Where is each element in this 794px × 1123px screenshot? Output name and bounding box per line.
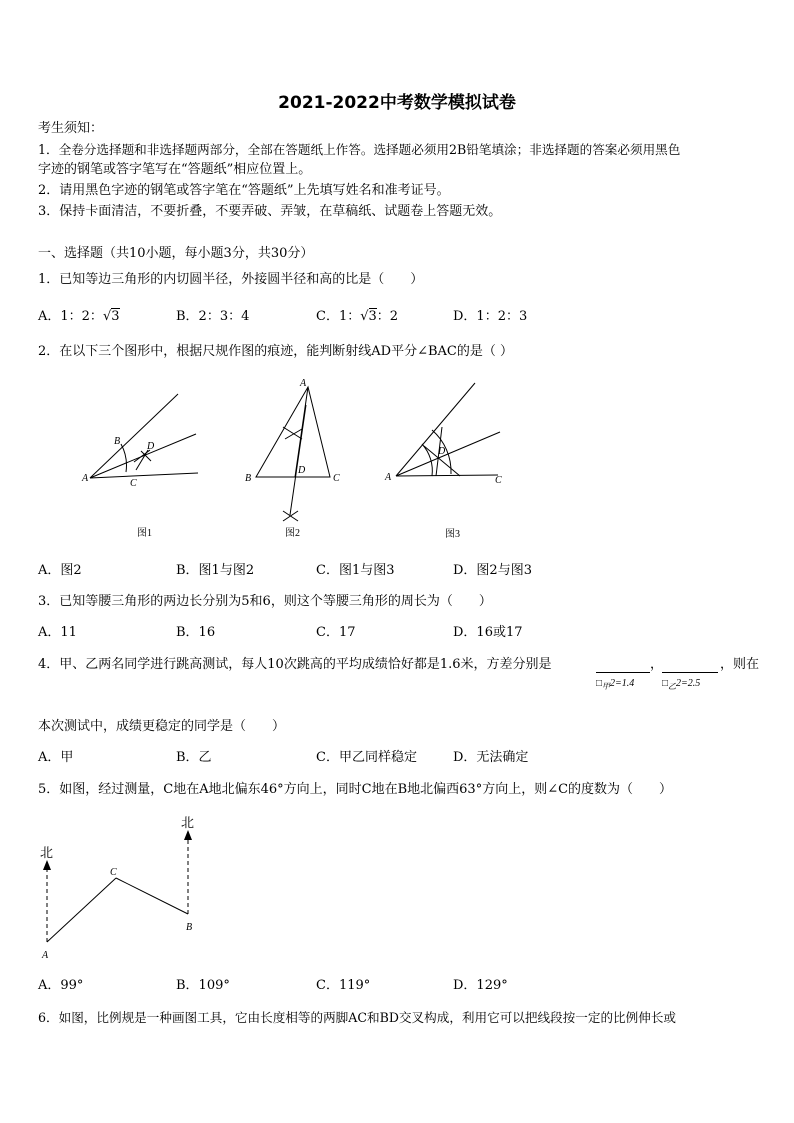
q1-option-c-label: C．1： [316, 309, 361, 324]
fig1-ray-ad [90, 434, 196, 478]
notice-line-3: 3．保持卡面清洁，不要折叠，不要弄破、弄皱，在草稿纸、试题卷上答题无效。 [38, 204, 502, 219]
fig1-ray-ab [90, 394, 178, 478]
section-heading: 一、选择题（共10小题，每小题3分，共30分） [38, 246, 314, 261]
sqrt-icon: √ [102, 309, 112, 324]
north-label-a: 北 [40, 846, 54, 861]
fig2-triangle [256, 387, 330, 477]
q1-option-a-label: A．1：2： [38, 309, 103, 324]
question-5-stem: 5．如图，经过测量，C地在A地北偏东46°方向上，同时C地在B地北偏西63°方向上，则∠C的度数为（ ） [38, 782, 673, 797]
fig2-label-a: A [300, 378, 307, 389]
q3-option-d[interactable]: D．16或17 [453, 625, 523, 640]
variance-yi-subscript: 乙 [668, 682, 677, 691]
q5-option-b[interactable]: B．109° [176, 978, 230, 993]
variance-yi: $□_乙2=2.5$ [662, 678, 701, 691]
q4-option-a[interactable]: A．甲 [38, 750, 74, 765]
fig1-label-a: A [82, 473, 89, 484]
q4-option-b[interactable]: B．乙 [176, 750, 212, 765]
q3-option-b[interactable]: B．16 [176, 625, 216, 640]
fig3-ray-ab [396, 383, 475, 476]
fig2-label-b: B [245, 473, 252, 484]
north-arrow-a-icon [43, 860, 51, 870]
variance-yi-value: 2=2.5 [676, 678, 701, 689]
q1-option-b[interactable]: B．2：3：4 [176, 309, 250, 324]
notice-line-1: 1．全卷分选择题和非选择题两部分，全部在答题纸上作答。选择题必须用2B铅笔填涂；非选择题的答案必须用黑色 [38, 142, 681, 157]
q4-option-c[interactable]: C．甲乙同样稳定 [316, 750, 417, 765]
question-3-stem: 3．已知等腰三角形的两边长分别为5和6，则这个等腰三角形的周长为（ ） [38, 594, 492, 609]
q2-option-b[interactable]: B．图1与图2 [176, 563, 255, 578]
variance-jia-subscript: 甲 [602, 682, 611, 691]
q1-option-c-radicand: 3 [368, 309, 377, 324]
question-4-stem: 4．甲、乙两名同学进行跳高测试，每人10次跳高的平均成绩恰好都是1.6米，方差分别是 [38, 657, 552, 672]
figure-direction [36, 808, 206, 968]
variance-jia: $□_甲2=1.4$ [596, 678, 635, 691]
fig2-label-d: D [298, 465, 306, 476]
fig1-label-d: D [147, 441, 155, 452]
fig2-perpendicular-bisector [290, 405, 306, 515]
question-2-stem: 2．在以下三个图形中，根据尺规作图的痕迹，能判断射线AD平分∠BAC的是（ ） [38, 344, 513, 359]
point-label-b: B [186, 922, 193, 933]
fig3-label-d: D [438, 446, 446, 457]
fig2-mark-top-1 [283, 427, 302, 439]
q1-option-d[interactable]: D．1：2：3 [453, 309, 528, 324]
question-1-stem: 1．已知等边三角形的内切圆半径，外接圆半径和高的比是（ ） [38, 272, 424, 287]
q1-option-c[interactable] [316, 309, 398, 325]
fig1-caption: 图1 [137, 528, 152, 539]
segment-cb [116, 878, 188, 914]
fig1-label-b: B [114, 436, 121, 447]
variance-blank-1 [596, 672, 650, 673]
fig2-label-c: C [333, 473, 340, 484]
q3-option-a[interactable]: A．11 [38, 625, 77, 640]
figure-2 [240, 375, 350, 545]
question-4-stem-2: 本次测试中，成绩更稳定的同学是（ ） [38, 719, 286, 734]
fig1-ray-ac [90, 473, 198, 478]
q1-option-a[interactable] [38, 309, 120, 325]
variance-jia-value: 2=1.4 [610, 678, 635, 689]
fig3-label-a: A [385, 472, 392, 483]
north-label-b: 北 [181, 816, 195, 831]
north-arrow-b-icon [184, 830, 192, 840]
q5-option-a[interactable]: A．99° [38, 978, 84, 993]
q4-comma: ， [650, 657, 664, 672]
notice-line-2: 2．请用黑色字迹的钢笔或答字笔在“答题纸”上先填写姓名和准考证号。 [38, 183, 450, 198]
q2-option-d[interactable]: D．图2与图3 [453, 563, 532, 578]
q4-tail: ，则在 [720, 657, 760, 672]
notice-line-1b: 字迹的钢笔或答字笔写在“答题纸”相应位置上。 [38, 162, 312, 177]
q5-option-c[interactable]: C．119° [316, 978, 371, 993]
q5-option-d[interactable]: D．129° [453, 978, 508, 993]
figure-1 [80, 390, 210, 550]
page-title: 2021-2022中考数学模拟试卷 [278, 93, 516, 113]
point-label-c: C [110, 867, 117, 878]
question-6-stem: 6．如图，比例规是一种画图工具，它由长度相等的两脚AC和BD交叉构成，利用它可以把线段按一定的比例伸长或 [38, 1010, 677, 1025]
fig1-segment-cd [136, 450, 148, 470]
variance-blank-2 [662, 672, 718, 673]
q2-option-c[interactable]: C．图1与图3 [316, 563, 395, 578]
q3-option-c[interactable]: C．17 [316, 625, 356, 640]
fig2-caption: 图2 [285, 528, 300, 539]
sqrt-icon: √ [360, 309, 369, 324]
figure-3 [380, 372, 515, 544]
fig3-ray-ac [396, 475, 498, 476]
q2-option-a[interactable]: A．图2 [38, 563, 82, 578]
notice-heading: 考生须知： [38, 121, 104, 136]
fig3-label-c: C [495, 475, 502, 486]
point-label-a: A [42, 950, 49, 961]
segment-ac [47, 878, 116, 942]
q4-option-d[interactable]: D．无法确定 [453, 750, 529, 765]
fig3-caption: 图3 [445, 529, 460, 540]
fig1-label-c: C [130, 478, 137, 489]
q1-option-a-radicand: 3 [111, 309, 120, 324]
q1-option-c-tail: ：2 [376, 309, 399, 324]
